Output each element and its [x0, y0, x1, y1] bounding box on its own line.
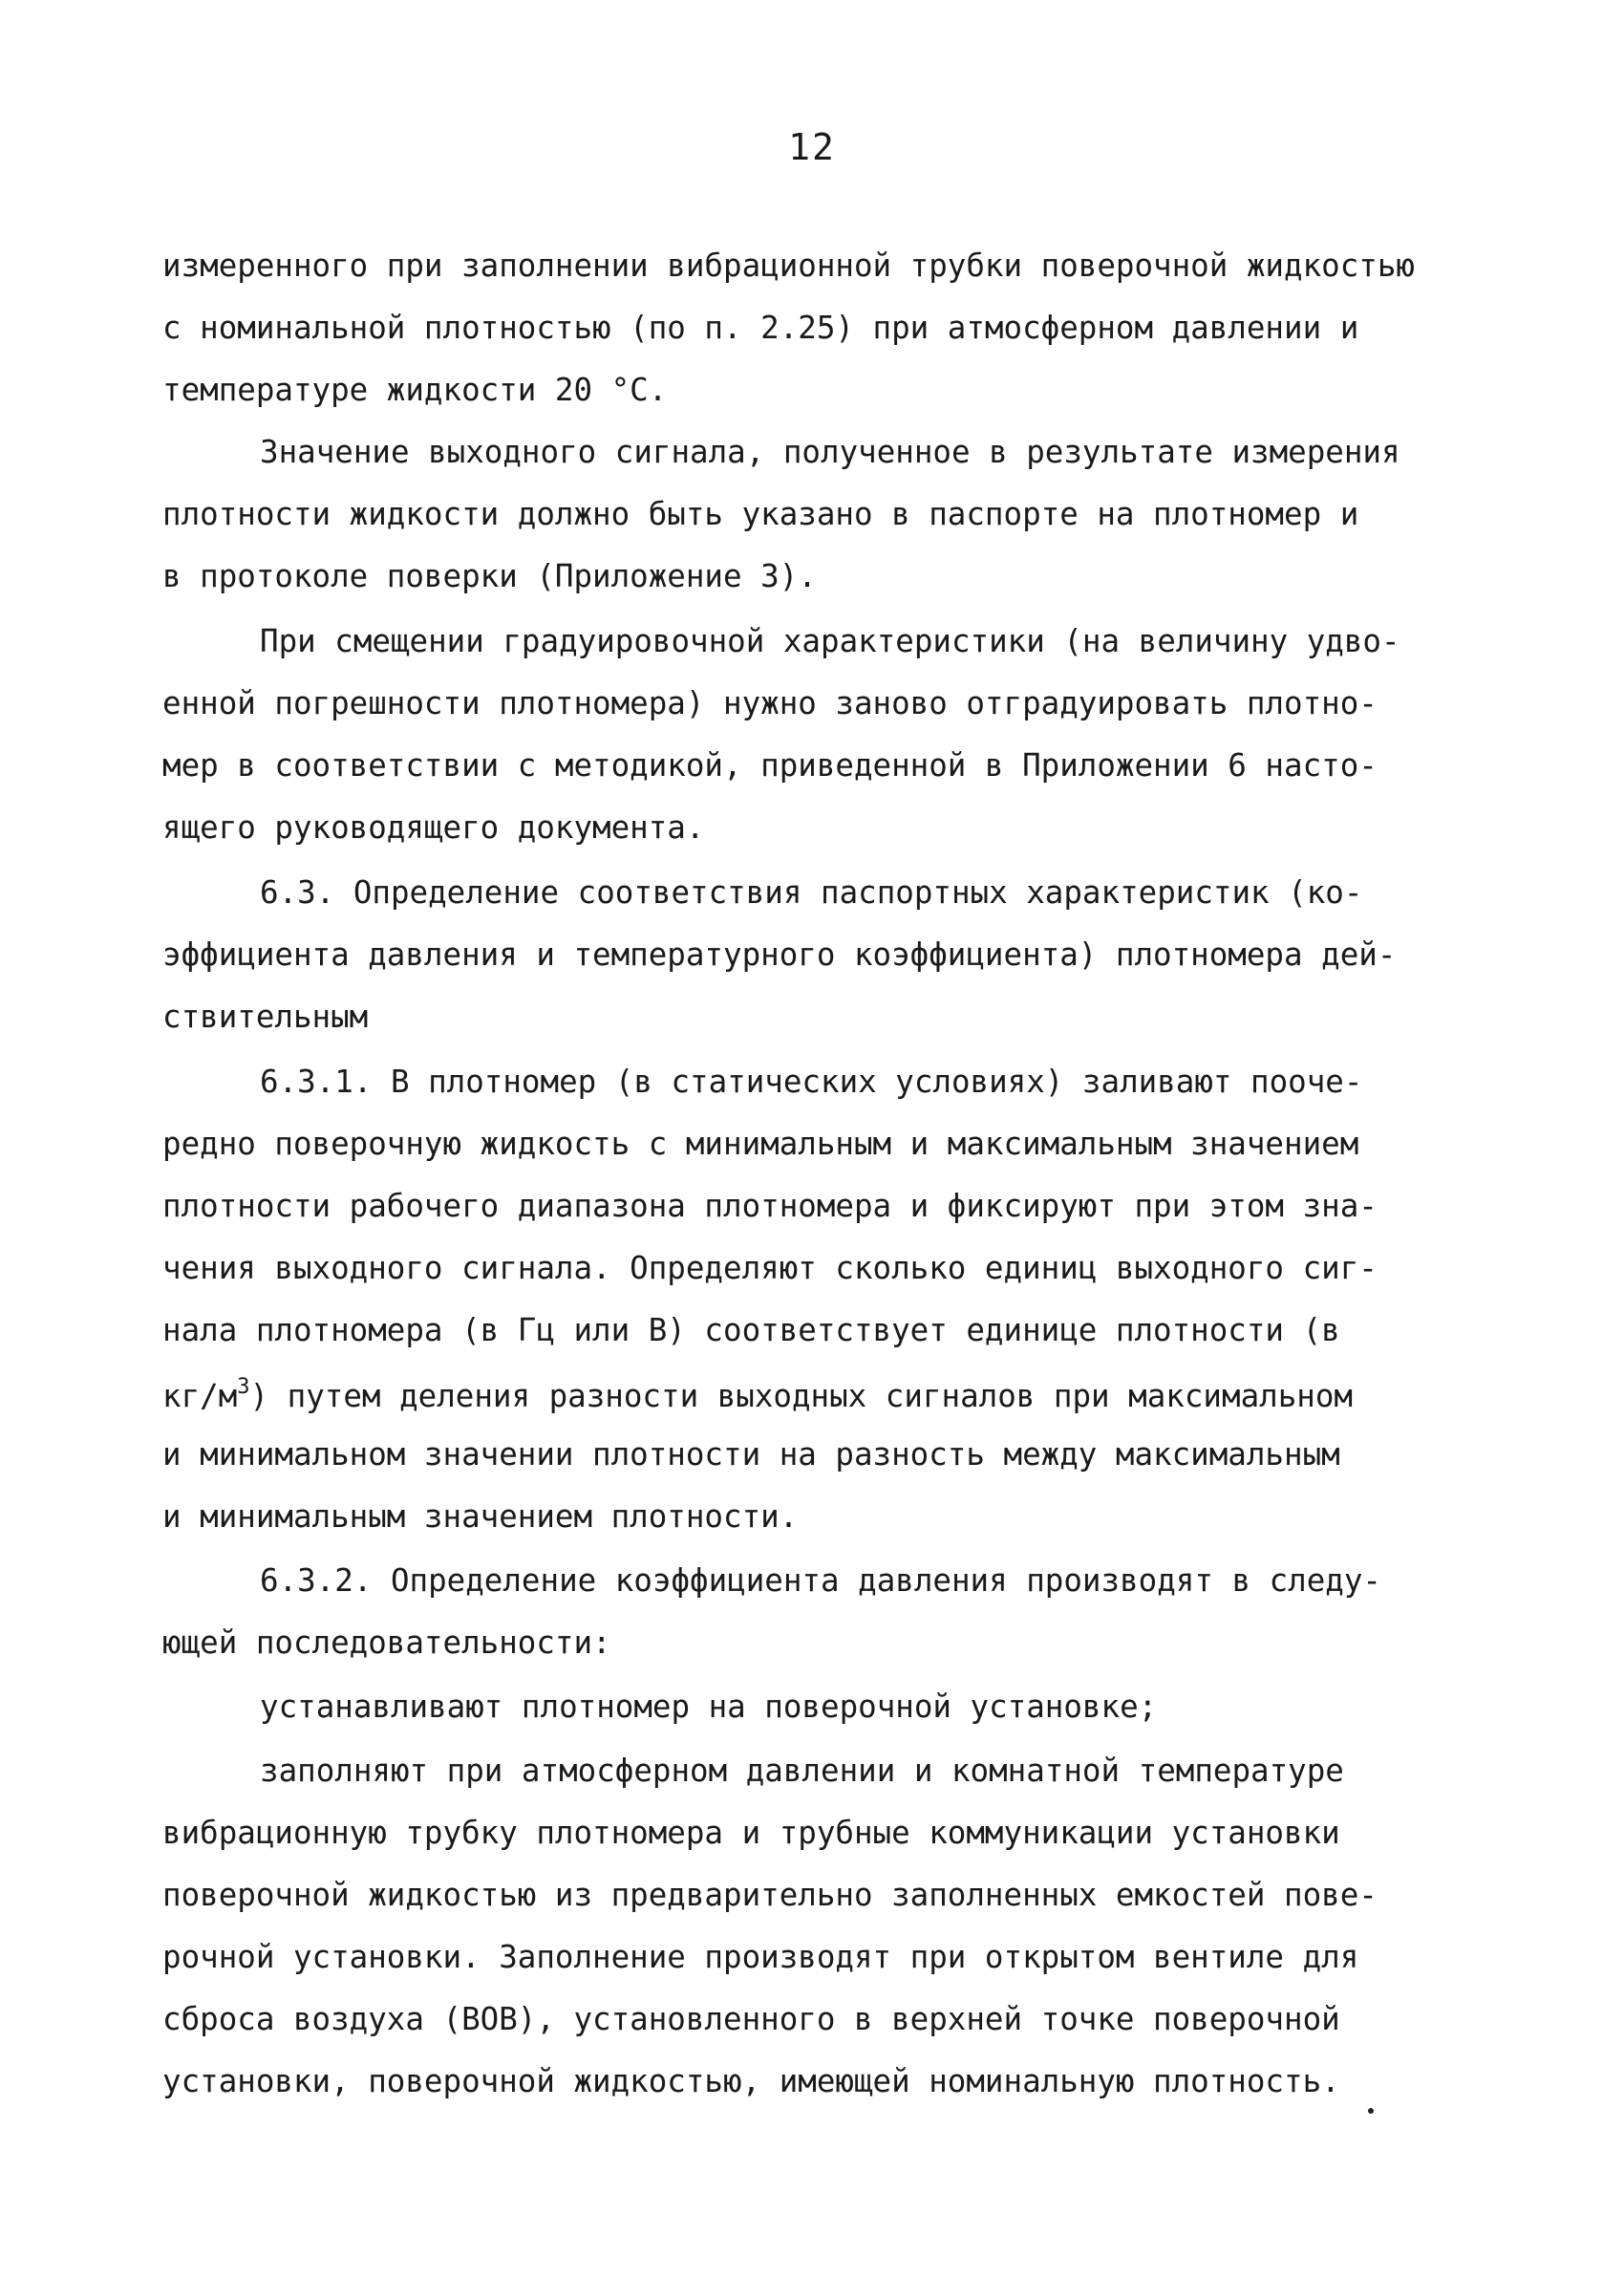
text-line: устанавливают плотномер на поверочной установке; — [260, 1688, 1158, 1725]
text-line: мер в соответствии с методикой, приведенной в Приложении 6 насто- — [162, 747, 1378, 784]
text-line: енной погрешности плотномера) нужно заново отградуировать плотно- — [162, 685, 1378, 721]
text-line: редно поверочную жидкость с минимальным и максимальным значением — [162, 1126, 1359, 1162]
cube-exponent: 3 — [237, 1375, 250, 1399]
text-line: эффициента давления и температурного коэффициента) плотномера дей- — [162, 936, 1397, 973]
text-line: заполняют при атмосферном давлении и комнатной температуре — [260, 1753, 1344, 1789]
ink-speck — [1368, 2108, 1374, 2114]
text-line: $кг/м^3$) путем деления разности выходных сигналов при максимальном — [162, 1375, 1353, 1414]
text-line: в протоколе поверки (Приложение 3). — [162, 558, 817, 594]
text-line: нала плотномера (в Гц или В) соответствует единице плотности (в — [162, 1312, 1340, 1348]
text-line: и минимальным значением плотности. — [162, 1498, 799, 1535]
text-line: температуре жидкости 20 °С. — [162, 372, 668, 408]
text-line: чения выходного сигнала. Определяют сколько единиц выходного сиг- — [162, 1250, 1378, 1286]
text-line: измеренного при заполнении вибрационной трубки поверочной жидкостью — [162, 247, 1415, 284]
text-line: с номинальной плотностью (по п. 2.25) при атмосферном давлении и — [162, 310, 1359, 346]
text-line: ящего руководящего документа. — [162, 809, 705, 846]
degree-unit: °С. — [610, 372, 668, 408]
text-line: 6.3.2. Определение коэффициента давления производят в следу- — [260, 1562, 1381, 1599]
text-line: При смещении градуировочной характеристики (на величину удво- — [260, 623, 1400, 659]
text-line: рочной установки. Заполнение производят при открытом вентиле для — [162, 1939, 1359, 1975]
text-line: вибрационную трубку плотномера и трубные коммуникации установки — [162, 1815, 1340, 1851]
text-line: плотности жидкости должно быть указано в паспорте на плотномер и — [162, 496, 1359, 532]
text-line: плотности рабочего диапазона плотномера и фиксируют при этом зна- — [162, 1188, 1378, 1224]
text-line: поверочной жидкостью из предварительно заполненных емкостей пове- — [162, 1877, 1378, 1913]
page-number: 12 — [788, 126, 836, 168]
text-line: 6.3.1. В плотномер (в статических условиях) заливают пооче- — [260, 1064, 1363, 1100]
text-line: и минимальном значении плотности на разность между максимальным — [162, 1436, 1340, 1473]
text-line: ющей последовательности: — [162, 1624, 611, 1661]
text-line: сброса воздуха (ВОВ), установленного в верхней точке поверочной — [162, 2001, 1340, 2037]
text-line: Значение выходного сигнала, полученное в результате измерения — [260, 434, 1400, 470]
text-line: ствительным — [162, 999, 369, 1035]
text-line: установки, поверочной жидкостью, имеющей номинальную плотность. — [162, 2063, 1340, 2099]
text-line: 6.3. Определение соответствия паспортных характеристик (ко- — [260, 874, 1363, 911]
